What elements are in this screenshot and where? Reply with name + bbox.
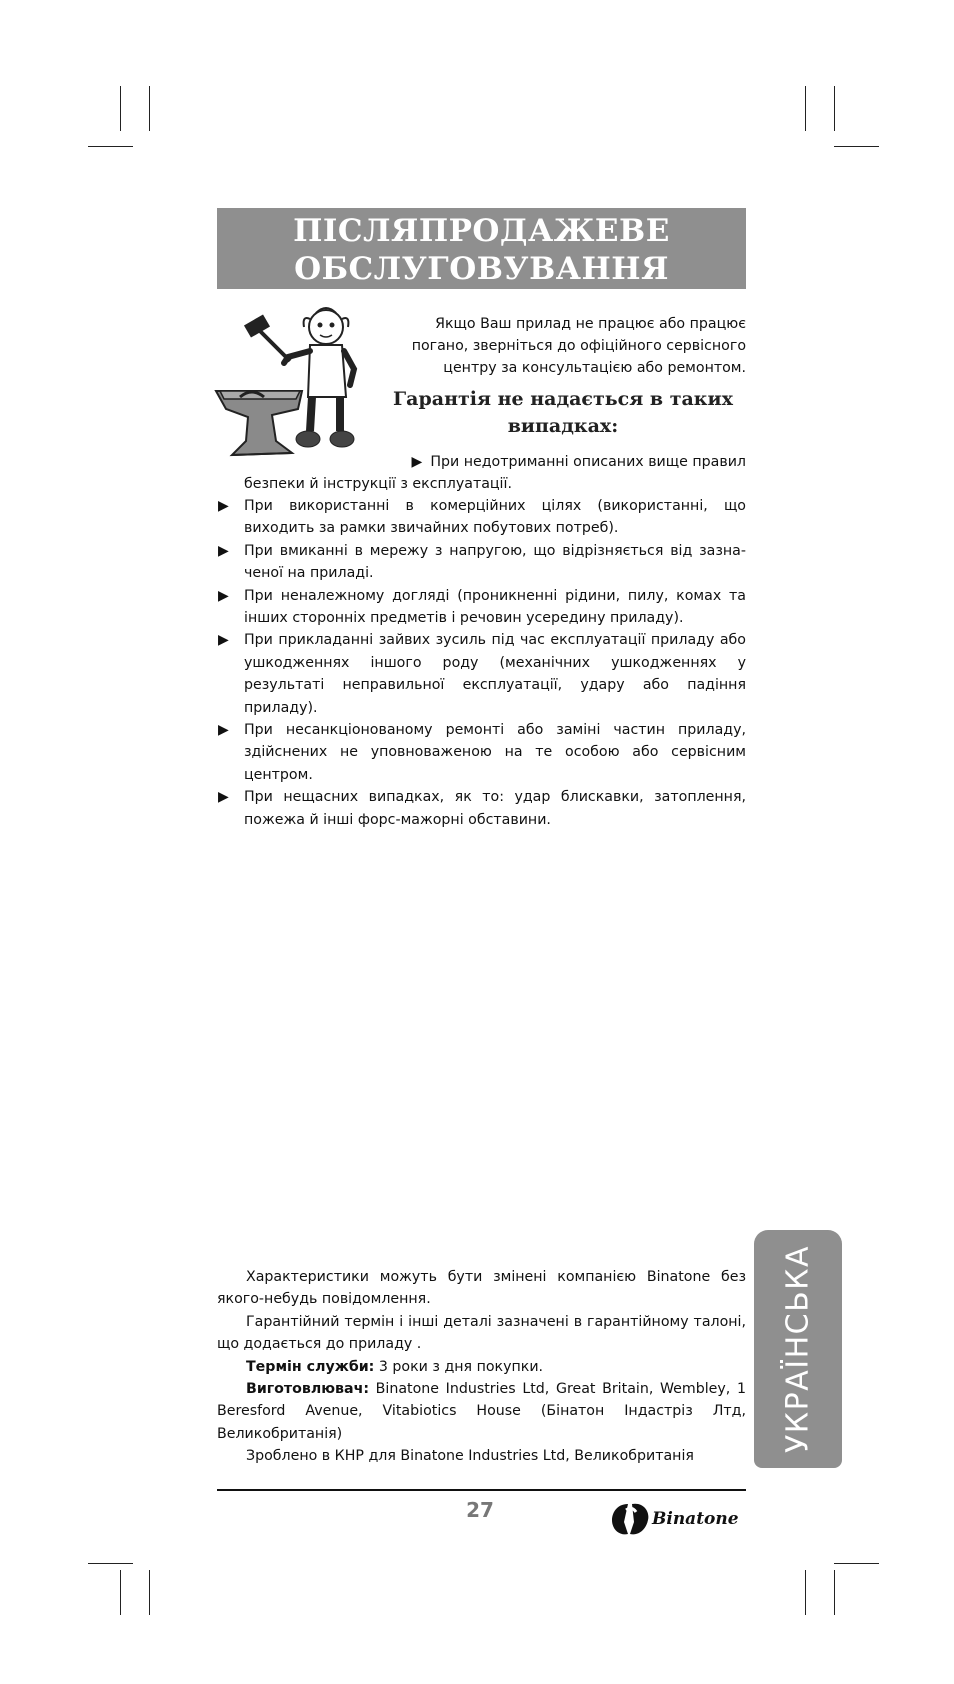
title-line-1: ПІСЛЯПРОДАЖЕВЕ	[293, 213, 670, 249]
brand-name: Binatone	[652, 1509, 739, 1529]
manufacturer-label: Виготовлювач:	[246, 1381, 370, 1398]
footer-notes	[217, 1266, 746, 1468]
section-title-banner	[217, 208, 746, 289]
triangle-right-icon: ▶	[218, 542, 229, 559]
title-line-2: ОБСЛУГОВУВАННЯ	[294, 251, 669, 287]
list-item-continuation: безпеки й інструкції з експлуатації.	[244, 476, 512, 492]
crop-mark	[149, 86, 150, 131]
triangle-right-icon: ▶	[218, 722, 229, 739]
crop-mark	[88, 1563, 133, 1564]
list-item-text: При вмиканні в мережу з напругою, що відрізняється від зазна-ченої на приладі.	[244, 542, 746, 582]
made-in: Зроблено в КНР для Binatone Industries Ltd, Великобританія	[246, 1448, 694, 1465]
footer-divider	[217, 1489, 746, 1491]
intro-paragraph: Якщо Ваш прилад не працює або працює погано, зверніться до офіційного сервісного центру за консультацією або ремонтом.	[411, 316, 746, 376]
crop-mark	[149, 1570, 150, 1615]
crop-mark	[834, 146, 879, 147]
crop-mark	[88, 146, 133, 147]
list-item	[217, 495, 746, 540]
crop-mark	[805, 1570, 806, 1615]
list-item-text: При використанні в комерційних цілях (використанні, що виходить за рамки звичайних побутових потреб).	[244, 498, 746, 537]
list-item	[217, 585, 746, 630]
warranty-exclusions-list	[217, 495, 746, 831]
list-item	[380, 451, 746, 473]
list-item-text: При нещасних випадках, як то: удар блискавки, затоплення, пожежа й інші форс-мажорні обставини.	[244, 789, 746, 828]
triangle-right-icon: ▶	[411, 454, 423, 470]
triangle-right-icon: ▶	[218, 632, 229, 649]
crop-mark	[805, 86, 806, 131]
list-item	[217, 786, 746, 831]
triangle-right-icon: ▶	[218, 498, 229, 514]
list-item-text: При недотриманні описаних вище правил	[430, 454, 746, 470]
manufacturer-value: Binatone Industries Ltd, Great Britain, Wembley, 1 Beresford Avenue, Vitabiotics House (Бінатон Індастріз Лтд, Великобританія)	[217, 1381, 746, 1442]
crop-mark	[120, 86, 121, 131]
crop-mark	[834, 86, 835, 131]
list-item-text: При несанкціонованому ремонті або заміні частин приладу, здійснених не уповноваженою на те особою або сервісним центром.	[244, 722, 746, 783]
list-item	[217, 540, 746, 585]
triangle-right-icon: ▶	[218, 587, 229, 604]
service-life	[217, 1356, 746, 1378]
language-tab-label: УКРАЇНСЬКА	[780, 1245, 816, 1453]
list-item-text: При неналежному догляді (проникненні рідини, пилу, комах та інших сторонніх предметів і речовин усередину приладу).	[244, 587, 746, 627]
language-tab	[754, 1230, 842, 1468]
list-item	[217, 629, 746, 719]
list-item	[217, 719, 746, 786]
service-life-value: 3 роки з дня покупки.	[374, 1358, 544, 1375]
service-life-label: Термін служби:	[246, 1358, 375, 1375]
crop-mark	[120, 1570, 121, 1615]
warranty-exclusions-heading: Гарантія не надається в таких випадках:	[393, 388, 733, 437]
triangle-right-icon: ▶	[218, 789, 229, 806]
changes-note: Характеристики можуть бути змінені компанією Binatone без якого-небудь повідомлення.	[217, 1269, 746, 1308]
crop-mark	[834, 1570, 835, 1615]
manufacturer	[217, 1378, 746, 1445]
crop-mark	[834, 1563, 879, 1564]
list-item-text: При прикладанні зайвих зусиль під час експлуатації приладу або ушкодженнях іншого роду (механічних ушкодженнях у результаті неправильної експлуатації, удару або падіння приладу).	[244, 632, 746, 716]
warranty-note: Гарантійний термін і інші деталі зазначені в гарантійному талоні, що додається до приладу .	[217, 1313, 746, 1353]
blacksmith-illustration	[212, 305, 372, 463]
page-number: 27	[466, 1498, 494, 1522]
